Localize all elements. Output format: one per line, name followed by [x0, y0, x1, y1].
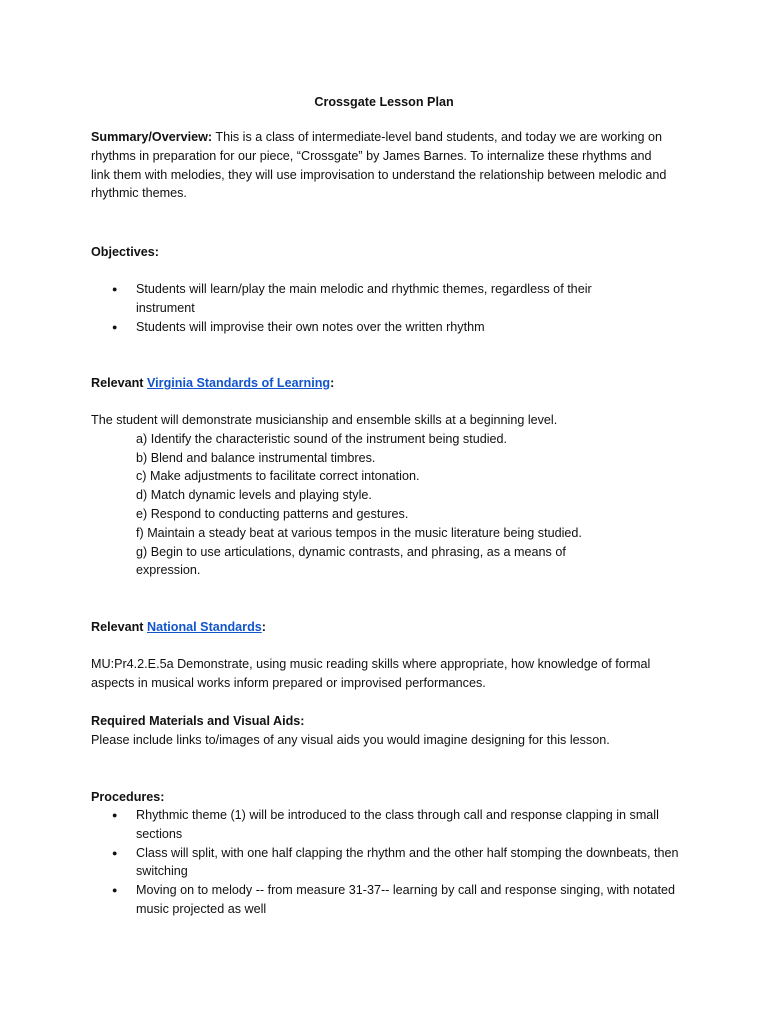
- summary-label: Summary/Overview:: [91, 130, 213, 144]
- list-item: b) Blend and balance instrumental timbres.: [136, 450, 376, 465]
- national-standard-text: MU:Pr4.2.E.5a Demonstrate, using music reading skills where appropriate, how knowledge of formal aspects in musical works inform prepared or improvised performances.: [91, 657, 651, 690]
- list-item: a) Identify the characteristic sound of the instrument being studied.: [136, 431, 508, 446]
- list-item: e) Respond to conducting patterns and gestures.: [136, 506, 409, 521]
- summary-paragraph: [91, 128, 671, 203]
- list-item: c) Make adjustments to facilitate correct intonation.: [136, 469, 420, 484]
- national-heading: [91, 618, 691, 637]
- national-suffix: :: [261, 620, 266, 634]
- list-item: ● Class will split, with one half clapping the rhythm and the other half stomping the downbeats, then switching: [91, 844, 691, 882]
- objectives-heading: Objectives:: [91, 245, 159, 259]
- procedures-list: [91, 806, 691, 919]
- list-item: d) Match dynamic levels and playing style.: [136, 488, 372, 503]
- virginia-suffix: :: [330, 376, 335, 390]
- national-standards-link[interactable]: National Standards: [147, 620, 262, 634]
- list-item: ● Rhythmic theme (1) will be introduced to the class through call and response clapping in small sections: [91, 806, 691, 844]
- page-title: Crossgate Lesson Plan: [314, 95, 454, 109]
- materials-text: Please include links to/images of any visual aids you would imagine designing for this lesson.: [91, 733, 610, 747]
- list-item: f) Maintain a steady beat at various tempos in the music literature being studied.: [136, 525, 582, 540]
- materials-heading: Required Materials and Visual Aids:: [91, 714, 305, 728]
- list-item: ● Students will improvise their own notes over the written rhythm: [91, 318, 651, 337]
- summary-text: This is a class of intermediate-level band students, and today we are working on rhythms in preparation for our piece, “Crossgate” by James Barnes. To internalize these rhythms and link them with melodies, they will use improvisation to understand the relationship between melodic and rhythmic themes.: [91, 130, 667, 201]
- list-item: g) Begin to use articulations, dynamic contrasts, and phrasing, as a means of expression.: [136, 544, 566, 578]
- list-item: ● Students will learn/play the main melodic and rhythmic themes, regardless of their instrument: [91, 280, 651, 318]
- virginia-prefix: Relevant: [91, 376, 144, 390]
- virginia-heading: [91, 374, 691, 393]
- national-prefix: Relevant: [91, 620, 144, 634]
- virginia-standards-list: [91, 411, 691, 580]
- procedures-heading: Procedures:: [91, 790, 165, 804]
- objectives-list: [91, 280, 651, 336]
- virginia-intro: The student will demonstrate musicianship and ensemble skills at a beginning level.: [91, 413, 558, 427]
- list-item: ● Moving on to melody -- from measure 31-37-- learning by call and response singing, with notated music projected as well: [91, 881, 691, 919]
- virginia-standards-link[interactable]: Virginia Standards of Learning: [147, 376, 331, 390]
